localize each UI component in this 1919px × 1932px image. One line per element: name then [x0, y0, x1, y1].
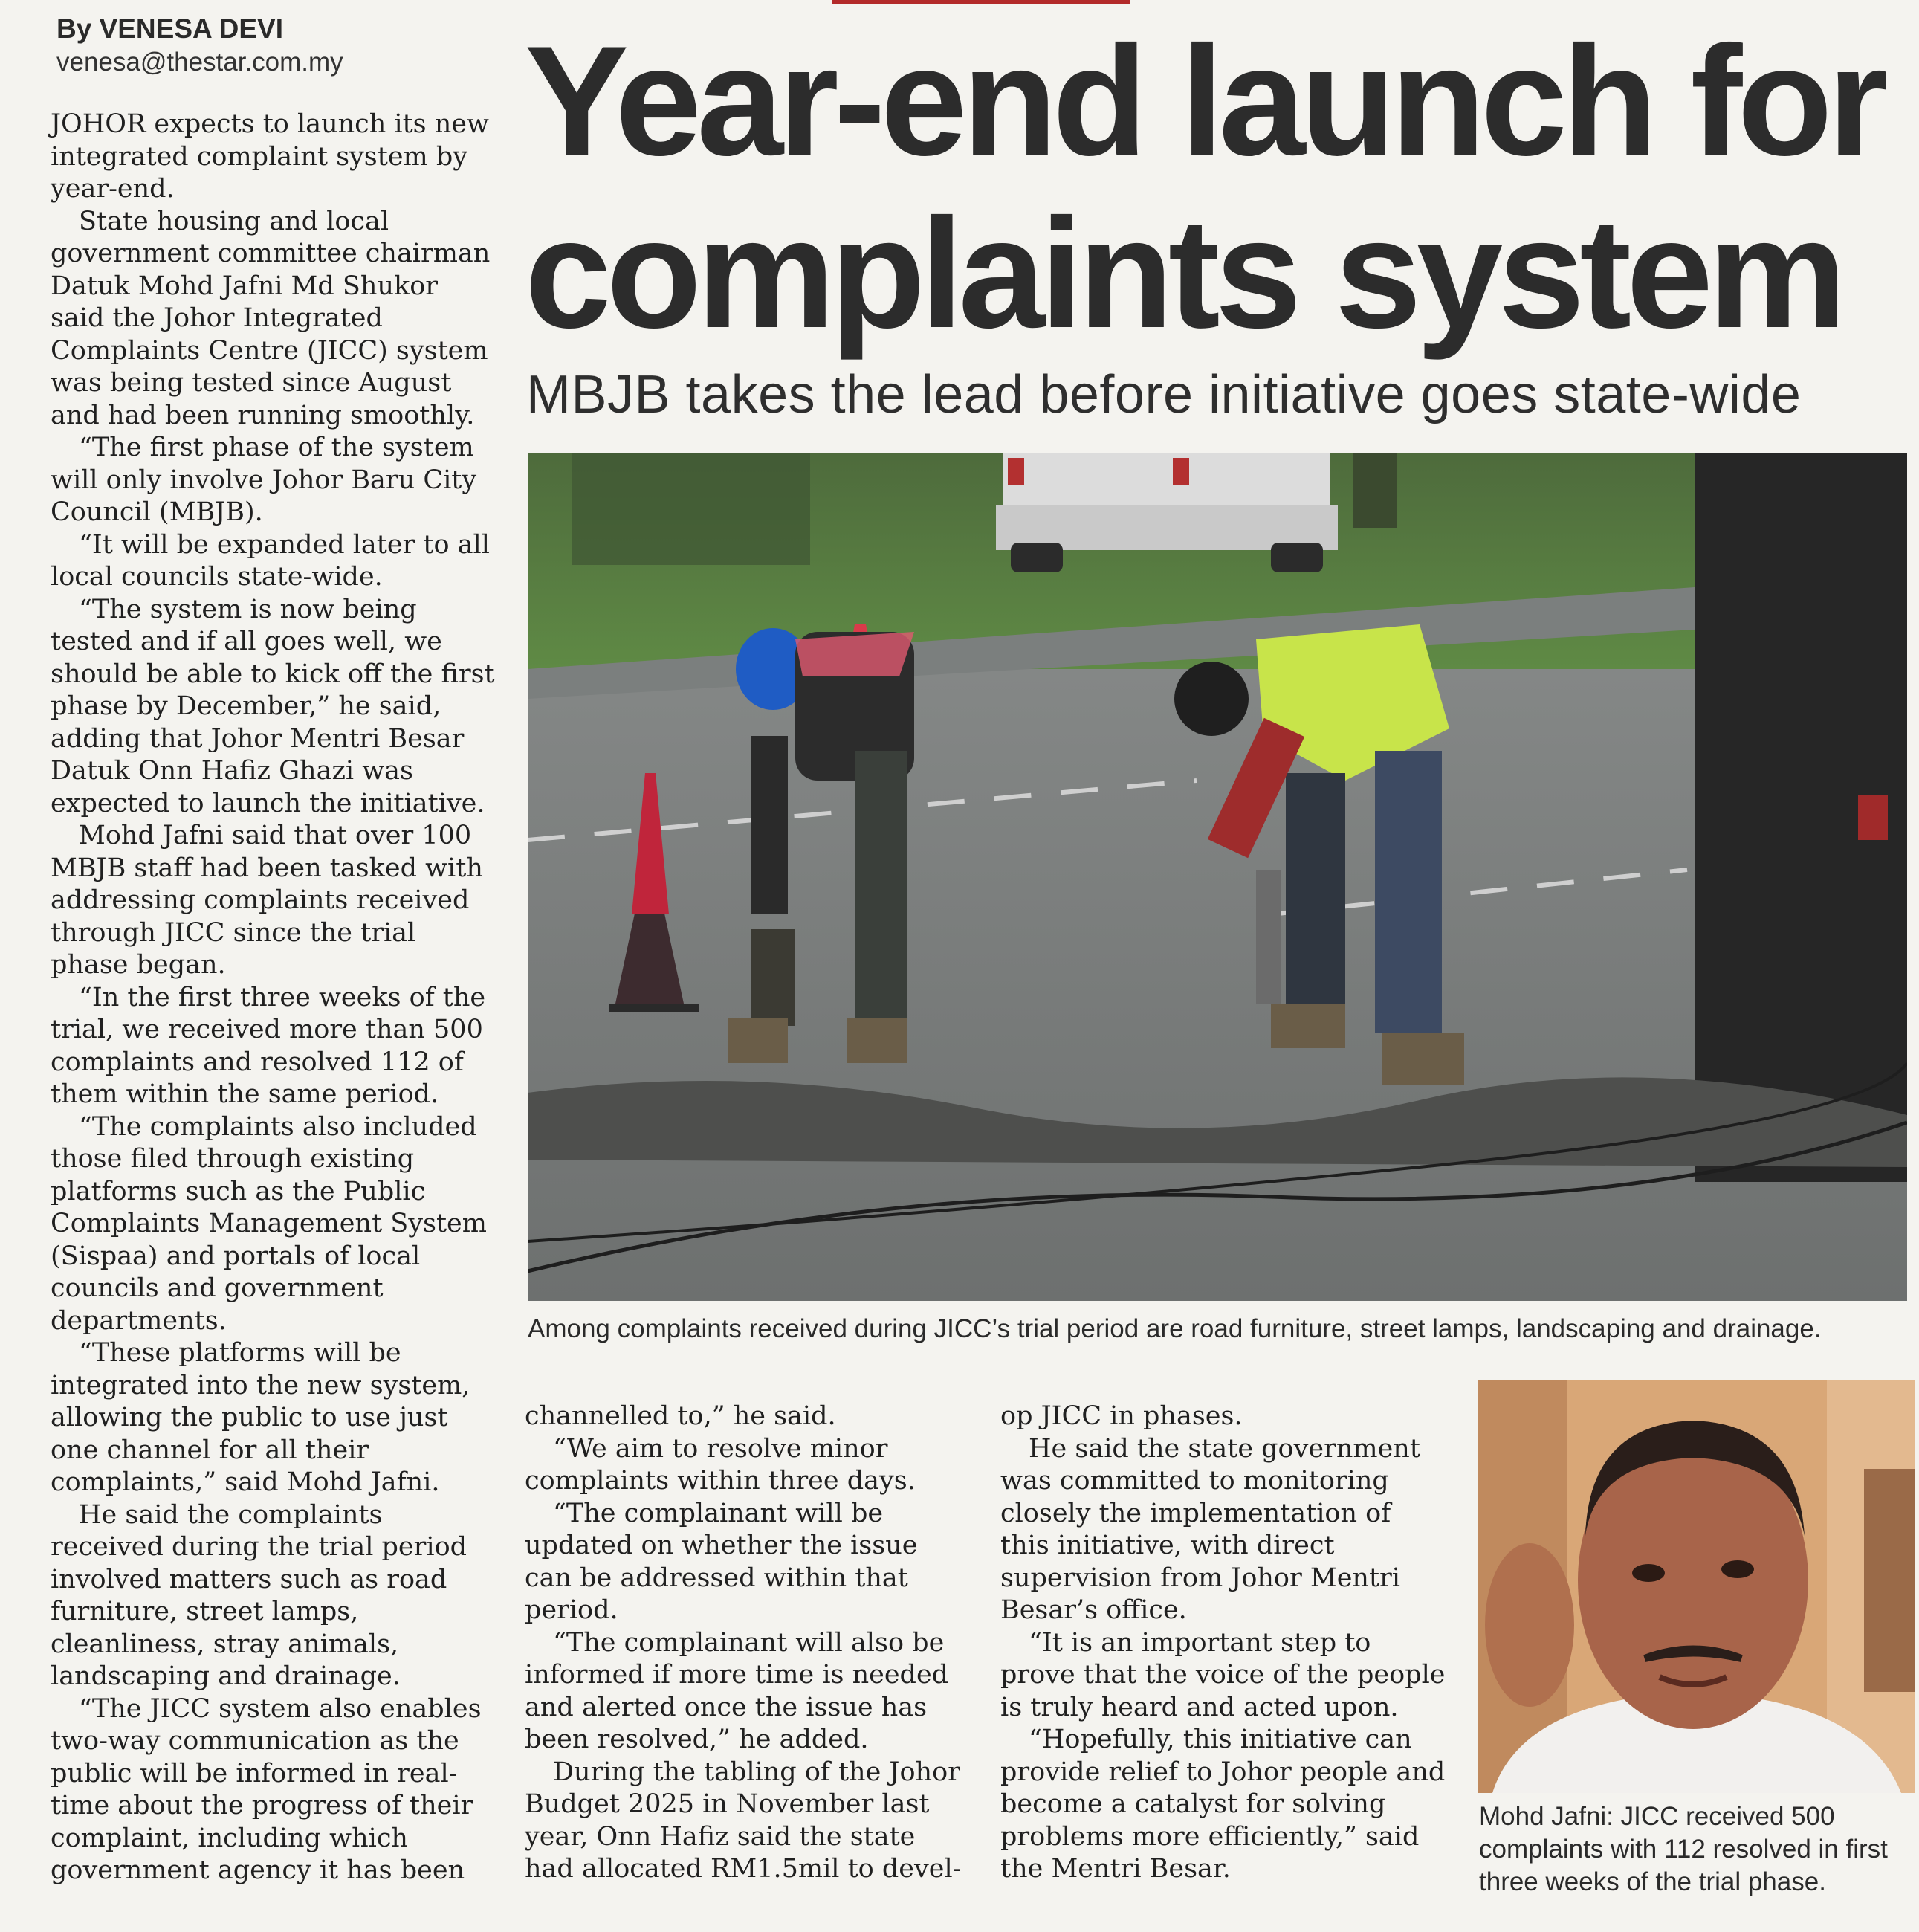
- author-name: By VENESA DEVI: [56, 13, 283, 44]
- byline: [56, 13, 473, 77]
- paragraph: Mohd Jafni said that over 100 MBJB staff had been tasked with addressing complaints received through JICC since the trial phase began.: [51, 821, 483, 980]
- photo-caption: Among complaints received during JICC’s trial period are road furniture, street lamps, landscaping and drainage.: [528, 1314, 1822, 1343]
- paragraph: “In the first three weeks of the trial, we received more than 500 complaints and resolved 112 of them within the same period.: [51, 982, 486, 1109]
- headline-line-2: complaints system: [525, 186, 1842, 361]
- headline-line-1: Year-end launch for: [525, 13, 1883, 188]
- portrait-caption: Mohd Jafni: JICC received 500 complaints with 112 resolved in first three weeks of the trial phase.: [1479, 1802, 1888, 1896]
- paragraph: State housing and local government committee chairman Datuk Mohd Jafni Md Shukor said the Johor Integrated Complaints Centre (JICC) system was being tested since August and had been running smoothly.: [51, 206, 491, 430]
- paragraph: “The first phase of the system will only involve Johor Baru City Council (MBJB).: [51, 433, 477, 527]
- paragraph: “The complainant will be updated on whether the issue can be addressed within that period.: [525, 1498, 918, 1625]
- paragraph: “The complainant will also be informed if more time is needed and alerted once the issue has been resolved,” he added.: [525, 1627, 949, 1754]
- paragraph: “It is an important step to prove that the voice of the people is truly heard and acted upon.: [1000, 1627, 1446, 1722]
- paragraph: “Hopefully, this initiative can provide relief to Johor people and become a catalyst for solving problems more efficiently,” said the Mentri Besar.: [1000, 1725, 1446, 1884]
- road-workers-photo: [528, 453, 1907, 1301]
- paragraph: “The complaints also included those filed through existing platforms such as the Public Complaints Management System (Sispaa) and portals of local councils and government departments.: [51, 1111, 487, 1336]
- article-column-3: [1000, 1400, 1446, 1886]
- section-accent-bar: [832, 0, 1130, 4]
- article-column-2: [525, 1400, 971, 1886]
- subheadline: MBJB takes the lead before initiative goes state-wide: [526, 365, 1802, 424]
- author-email: venesa@thestar.com.my: [56, 48, 343, 77]
- paragraph: He said the complaints received during the trial period involved matters such as road furniture, street lamps, cleanliness, stray animals, landscaping and drainage.: [51, 1499, 467, 1691]
- paragraph: “The system is now being tested and if all goes well, we should be able to kick off the first phase by December,” he said, adding that Johor Mentri Besar Datuk Onn Hafiz Ghazi was expected to launch the initiative.: [51, 594, 495, 818]
- article-column-1: [51, 109, 496, 1887]
- paragraph: “The JICC system also enables two-way communication as the public will be informed in real-time about the progress of their complaint, including which government agency it has been: [51, 1693, 482, 1885]
- paragraph: “These platforms will be integrated into the new system, allowing the public to use just one channel for all their complaints,” said Mohd Jafni.: [51, 1338, 470, 1497]
- paragraph: During the tabling of the Johor Budget 2025 in November last year, Onn Hafiz said the state had allocated RM1.5mil to devel-: [525, 1757, 962, 1884]
- paragraph: JOHOR expects to launch its new integrated complaint system by year-end.: [51, 109, 489, 204]
- paragraph: “We aim to resolve minor complaints within three days.: [525, 1433, 916, 1496]
- headline: [525, 15, 1907, 360]
- portrait-photo: [1478, 1380, 1915, 1793]
- paragraph: “It will be expanded later to all local councils state-wide.: [51, 529, 490, 592]
- paragraph: channelled to,” he said.: [525, 1401, 836, 1431]
- paragraph: He said the state government was committed to monitoring closely the implementation of this initiative, with direct supervision from Johor Mentri Besar’s office.: [1000, 1433, 1420, 1625]
- paragraph: op JICC in phases.: [1000, 1401, 1243, 1431]
